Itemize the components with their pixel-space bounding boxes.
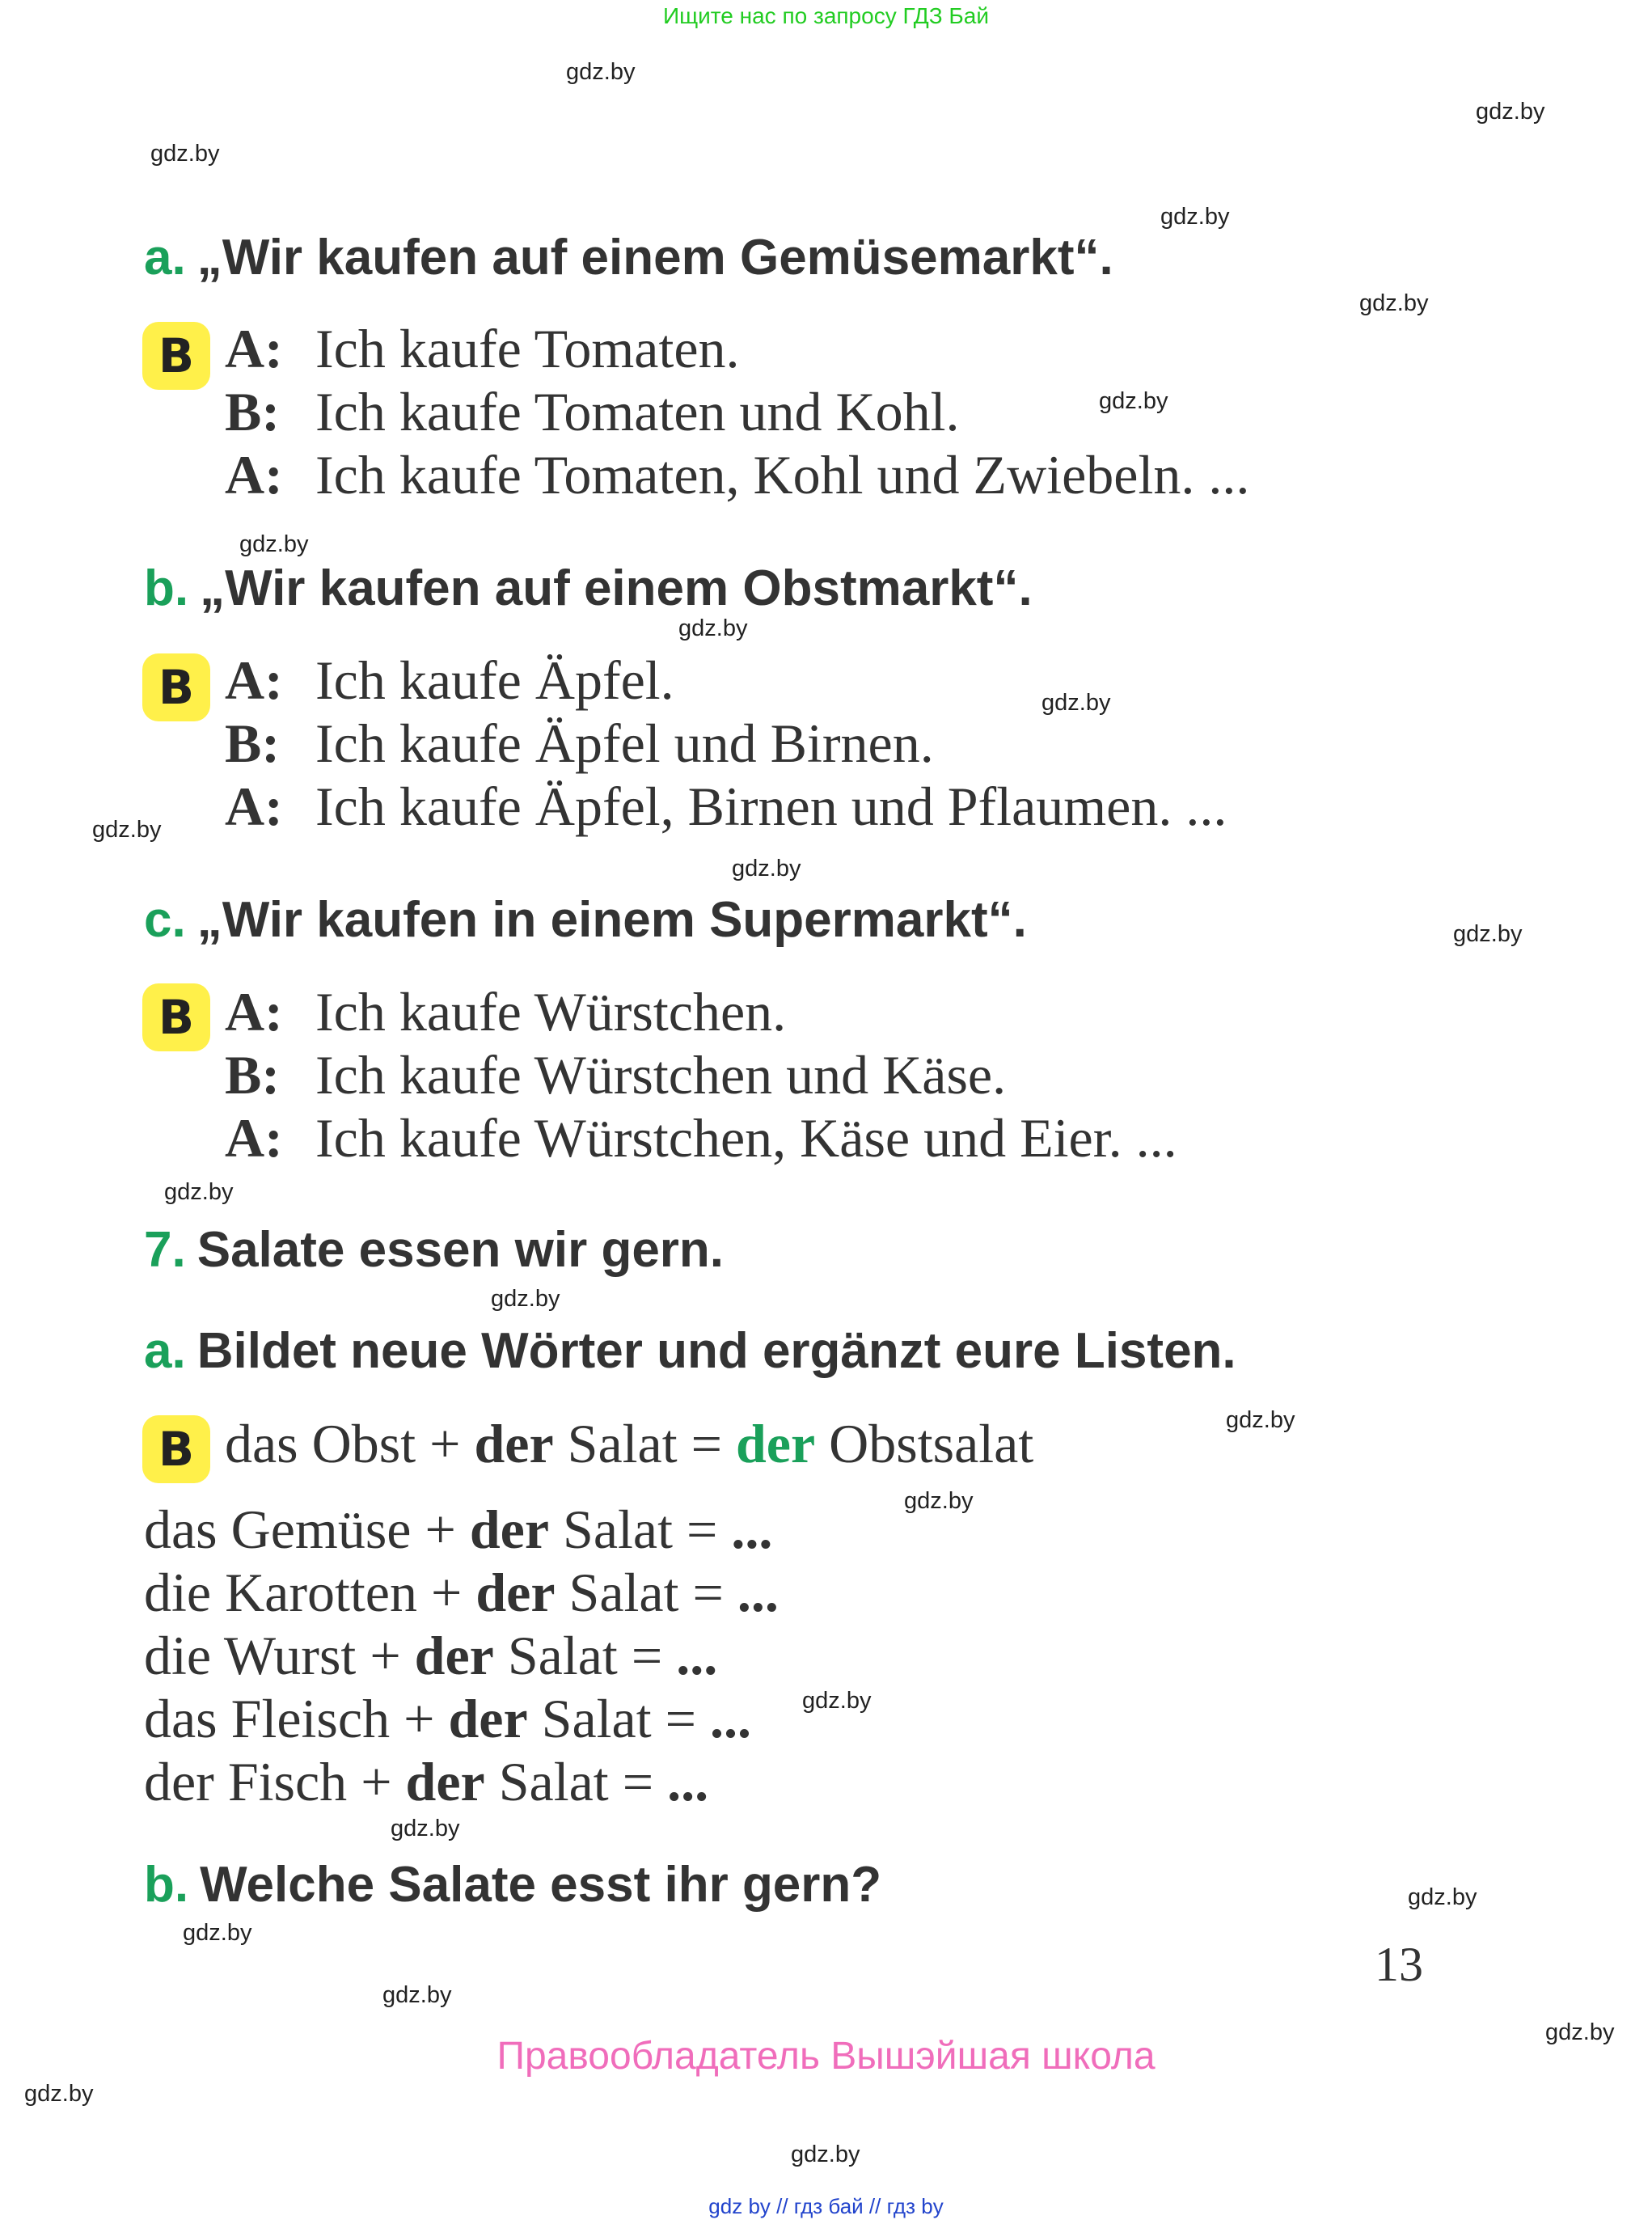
pair-work-badge	[142, 983, 210, 1051]
exercise-7a-heading	[144, 1322, 1236, 1380]
watermark: gdz.by	[183, 1920, 252, 1946]
watermark: gdz.by	[391, 1816, 460, 1841]
noun: Salat	[563, 1499, 673, 1560]
article: der	[469, 1499, 550, 1560]
part-a-label: a.	[144, 1323, 186, 1379]
watermark: gdz.by	[791, 2142, 860, 2167]
noun: Salat	[567, 1413, 678, 1474]
equals-sign: =	[687, 1499, 718, 1560]
exercise-number: 7.	[144, 1222, 186, 1278]
dialog-text: Ich kaufe Äpfel und Birnen.	[315, 712, 934, 774]
pair-work-badge	[142, 653, 210, 721]
watermark: gdz.by	[1041, 690, 1111, 716]
plus-sign: +	[430, 1562, 463, 1623]
pair-work-badge	[142, 322, 210, 390]
watermark: gdz.by	[150, 141, 220, 167]
equals-sign: =	[691, 1413, 722, 1474]
equals-sign: =	[631, 1625, 663, 1686]
part-b-label: b.	[144, 1857, 189, 1913]
article: der	[475, 1562, 556, 1623]
watermark: gdz.by	[1453, 921, 1523, 947]
compound-word: das Fleisch	[144, 1688, 391, 1749]
dialog-text: Ich kaufe Würstchen, Käse und Eier. ...	[315, 1107, 1177, 1169]
dialog-text: Ich kaufe Äpfel.	[315, 649, 674, 711]
watermark: gdz.by	[802, 1688, 872, 1714]
section-c-label: c.	[144, 892, 186, 948]
speaker-label: A:	[225, 649, 283, 711]
badge-letter: B	[158, 1422, 195, 1477]
watermark: gdz.by	[239, 531, 309, 557]
dialog-line	[225, 380, 960, 444]
section-a-label: a.	[144, 230, 186, 285]
noun: Salat	[568, 1562, 679, 1623]
badge-letter: B	[158, 328, 195, 383]
rights-notice: Правообладатель Вышэйшая школа	[496, 2035, 1156, 2078]
compound-word: der Fisch	[144, 1751, 348, 1812]
search-banner[interactable]: Ищите нас по запросу ГДЗ Бай	[662, 3, 990, 28]
section-b-heading	[144, 560, 1033, 617]
answer-blank: ...	[676, 1625, 718, 1686]
section-c-title: „Wir kaufen in einem Supermarkt“.	[196, 892, 1027, 948]
part-b-title: Welche Salate esst ihr gern?	[200, 1857, 882, 1913]
footer-links[interactable]: gdz by // гдз бай // гдз by	[708, 2194, 944, 2218]
dialog-line	[225, 1106, 1177, 1170]
watermark: gdz.by	[164, 1179, 234, 1205]
compound-item	[144, 1561, 779, 1625]
watermark: gdz.by	[1160, 204, 1230, 230]
result-article: der	[735, 1413, 816, 1474]
watermark: gdz.by	[92, 817, 162, 843]
badge-letter: B	[158, 990, 195, 1045]
pair-work-badge	[142, 1415, 210, 1483]
article: der	[448, 1688, 528, 1749]
exercise-7-heading	[144, 1221, 724, 1279]
equals-sign: =	[692, 1562, 724, 1623]
result-word: Obstsalat	[829, 1413, 1034, 1474]
plus-sign: +	[361, 1751, 392, 1812]
compound-word: das Gemüse	[144, 1499, 412, 1560]
speaker-label: B:	[225, 712, 280, 774]
watermark: gdz.by	[1099, 388, 1168, 414]
watermark: gdz.by	[904, 1488, 974, 1514]
compound-item	[144, 1624, 717, 1688]
dialog-text: Ich kaufe Äpfel, Birnen und Pflaumen. ...	[315, 776, 1227, 837]
plus-sign: +	[403, 1688, 435, 1749]
watermark: gdz.by	[1226, 1407, 1295, 1433]
article: der	[474, 1413, 554, 1474]
dialog-line	[225, 649, 674, 712]
dialog-text: Ich kaufe Tomaten.	[315, 318, 740, 379]
speaker-label: A:	[225, 981, 283, 1042]
noun: Salat	[498, 1751, 609, 1812]
article: der	[414, 1625, 494, 1686]
section-b-title: „Wir kaufen auf einem Obstmarkt“.	[200, 560, 1033, 616]
watermark: gdz.by	[732, 856, 801, 882]
dialog-line	[225, 980, 786, 1044]
page-number: 13	[1375, 1938, 1423, 1991]
example-compound	[225, 1412, 1033, 1476]
speaker-label: B:	[225, 381, 280, 442]
answer-blank: ...	[709, 1688, 751, 1749]
compound-word: das Obst	[225, 1413, 416, 1474]
plus-sign: +	[425, 1499, 456, 1560]
dialog-line	[225, 443, 1249, 507]
speaker-label: A:	[225, 318, 283, 379]
plus-sign: +	[429, 1413, 461, 1474]
speaker-label: A:	[225, 444, 283, 505]
dialog-text: Ich kaufe Tomaten und Kohl.	[315, 381, 960, 442]
compound-item	[144, 1687, 751, 1751]
answer-blank: ...	[737, 1562, 779, 1623]
answer-blank: ...	[731, 1499, 773, 1560]
part-a-title: Bildet neue Wörter und ergänzt eure Listen.	[196, 1323, 1236, 1379]
watermark: gdz.by	[1545, 2019, 1615, 2045]
watermark: gdz.by	[382, 1982, 452, 2008]
section-a-heading	[144, 229, 1113, 286]
article: der	[405, 1751, 485, 1812]
plus-sign: +	[370, 1625, 401, 1686]
exercise-7b-heading	[144, 1856, 881, 1913]
watermark: gdz.by	[678, 615, 748, 641]
compound-item	[144, 1750, 708, 1814]
dialog-text: Ich kaufe Würstchen.	[315, 981, 787, 1042]
watermark: gdz.by	[566, 59, 636, 85]
noun: Salat	[541, 1688, 652, 1749]
dialog-line	[225, 317, 740, 381]
dialog-text: Ich kaufe Würstchen und Käse.	[315, 1044, 1007, 1106]
answer-blank: ...	[667, 1751, 709, 1812]
dialog-text: Ich kaufe Tomaten, Kohl und Zwiebeln. ...	[315, 444, 1250, 505]
dialog-line	[225, 712, 934, 776]
watermark: gdz.by	[1408, 1884, 1477, 1910]
watermark: gdz.by	[491, 1286, 560, 1312]
watermark: gdz.by	[1359, 290, 1429, 316]
compound-word: die Karotten	[144, 1562, 417, 1623]
compound-item	[144, 1498, 772, 1562]
speaker-label: A:	[225, 776, 283, 837]
section-b-label: b.	[144, 560, 189, 616]
watermark: gdz.by	[1476, 99, 1545, 125]
dialog-line	[225, 1043, 1006, 1107]
section-c-heading	[144, 891, 1027, 949]
equals-sign: =	[622, 1751, 654, 1812]
equals-sign: =	[665, 1688, 696, 1749]
section-a-title: „Wir kaufen auf einem Gemüsemarkt“.	[196, 230, 1113, 285]
compound-word: die Wurst	[144, 1625, 357, 1686]
badge-letter: B	[158, 660, 195, 715]
exercise-title: Salate essen wir gern.	[196, 1222, 725, 1278]
dialog-line	[225, 775, 1227, 839]
speaker-label: A:	[225, 1107, 283, 1169]
noun: Salat	[507, 1625, 618, 1686]
watermark: gdz.by	[24, 2081, 94, 2107]
speaker-label: B:	[225, 1044, 280, 1106]
